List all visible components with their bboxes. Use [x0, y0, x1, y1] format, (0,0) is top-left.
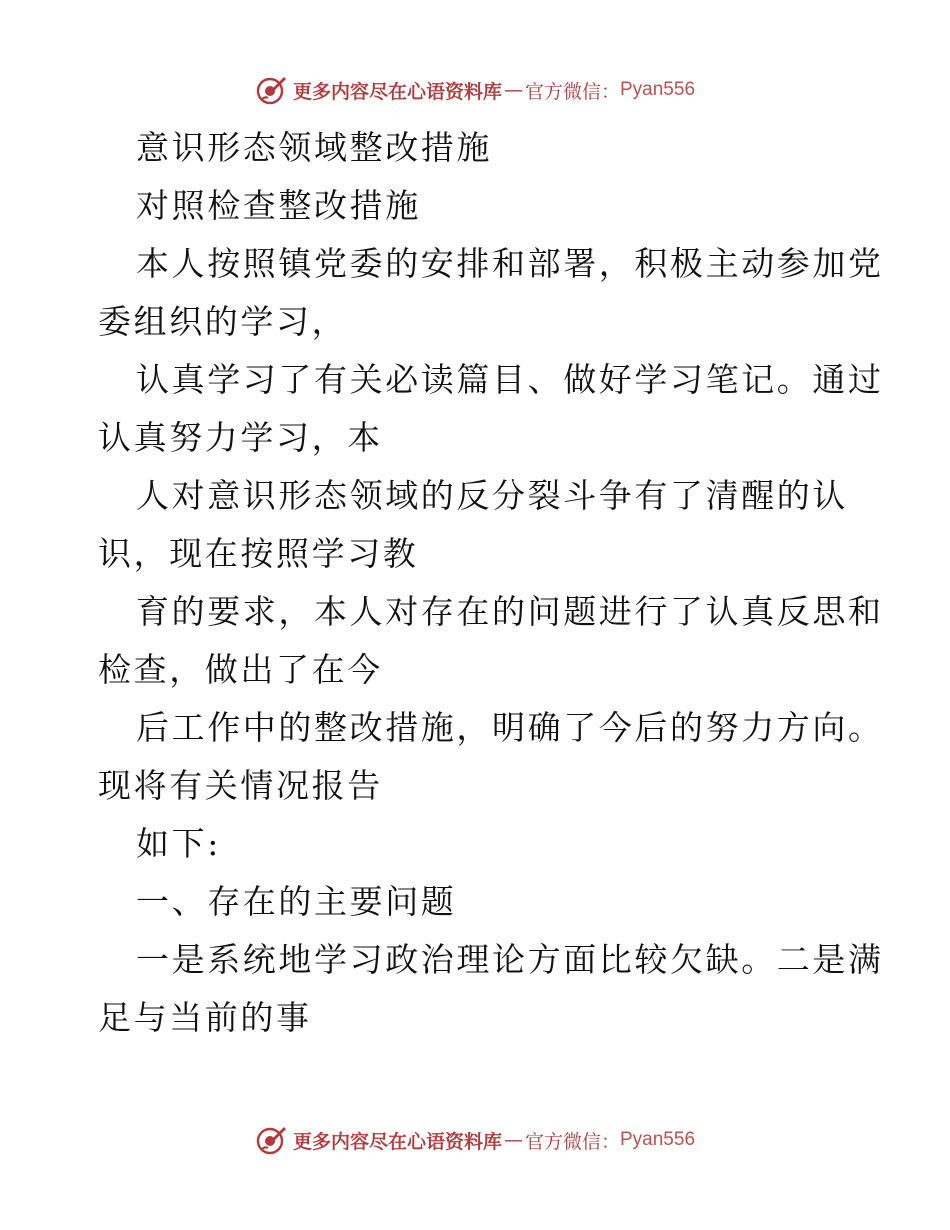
paragraph-line: 如下: [136, 824, 221, 863]
header-wechat-id: Pyan556 [620, 79, 696, 100]
header-dash: — [503, 79, 523, 101]
header-banner [0, 70, 950, 110]
document-title: 意识形态领域整改措施 [136, 128, 492, 167]
pen-logo-icon [255, 74, 287, 106]
document-body [98, 119, 884, 1047]
paragraph-line: 认真学习了有关必读篇目、做好学习笔记。通过 [136, 360, 884, 399]
footer-wechat-label: 官方微信： [524, 1130, 620, 1153]
paragraph-line: 认真努力学习，本 [98, 418, 383, 457]
paragraph-line: 识，现在按照学习教 [98, 534, 419, 573]
paragraph-line: 后工作中的整改措施，明确了今后的努力方向。 [136, 708, 884, 747]
paragraph-line: 育的要求，本人对存在的问题进行了认真反思和 [136, 592, 884, 631]
paragraph-line: 一是系统地学习政治理论方面比较欠缺。二是满 [136, 940, 884, 979]
paragraph-line: 现将有关情况报告 [98, 766, 383, 805]
section-heading: 一、存在的主要问题 [136, 882, 457, 921]
paragraph-line: 本人按照镇党委的安排和部署，积极主动参加党 [136, 244, 884, 283]
paragraph-line: 检查，做出了在今 [98, 650, 383, 689]
footer-banner [0, 1120, 950, 1160]
footer-wechat-id: Pyan556 [620, 1129, 696, 1150]
paragraph-line: 委组织的学习， [98, 302, 348, 341]
header-wechat-label: 官方微信： [524, 80, 620, 103]
paragraph-line: 人对意识形态领域的反分裂斗争有了清醒的认 [136, 476, 848, 515]
document-subtitle: 对照检查整改措施 [136, 186, 421, 225]
pen-logo-icon [255, 1124, 287, 1156]
footer-dash: — [503, 1129, 523, 1151]
header-site-name: 更多内容尽在心语资料库 [292, 80, 502, 103]
paragraph-line: 足与当前的事 [98, 998, 312, 1037]
footer-site-name: 更多内容尽在心语资料库 [292, 1130, 502, 1153]
